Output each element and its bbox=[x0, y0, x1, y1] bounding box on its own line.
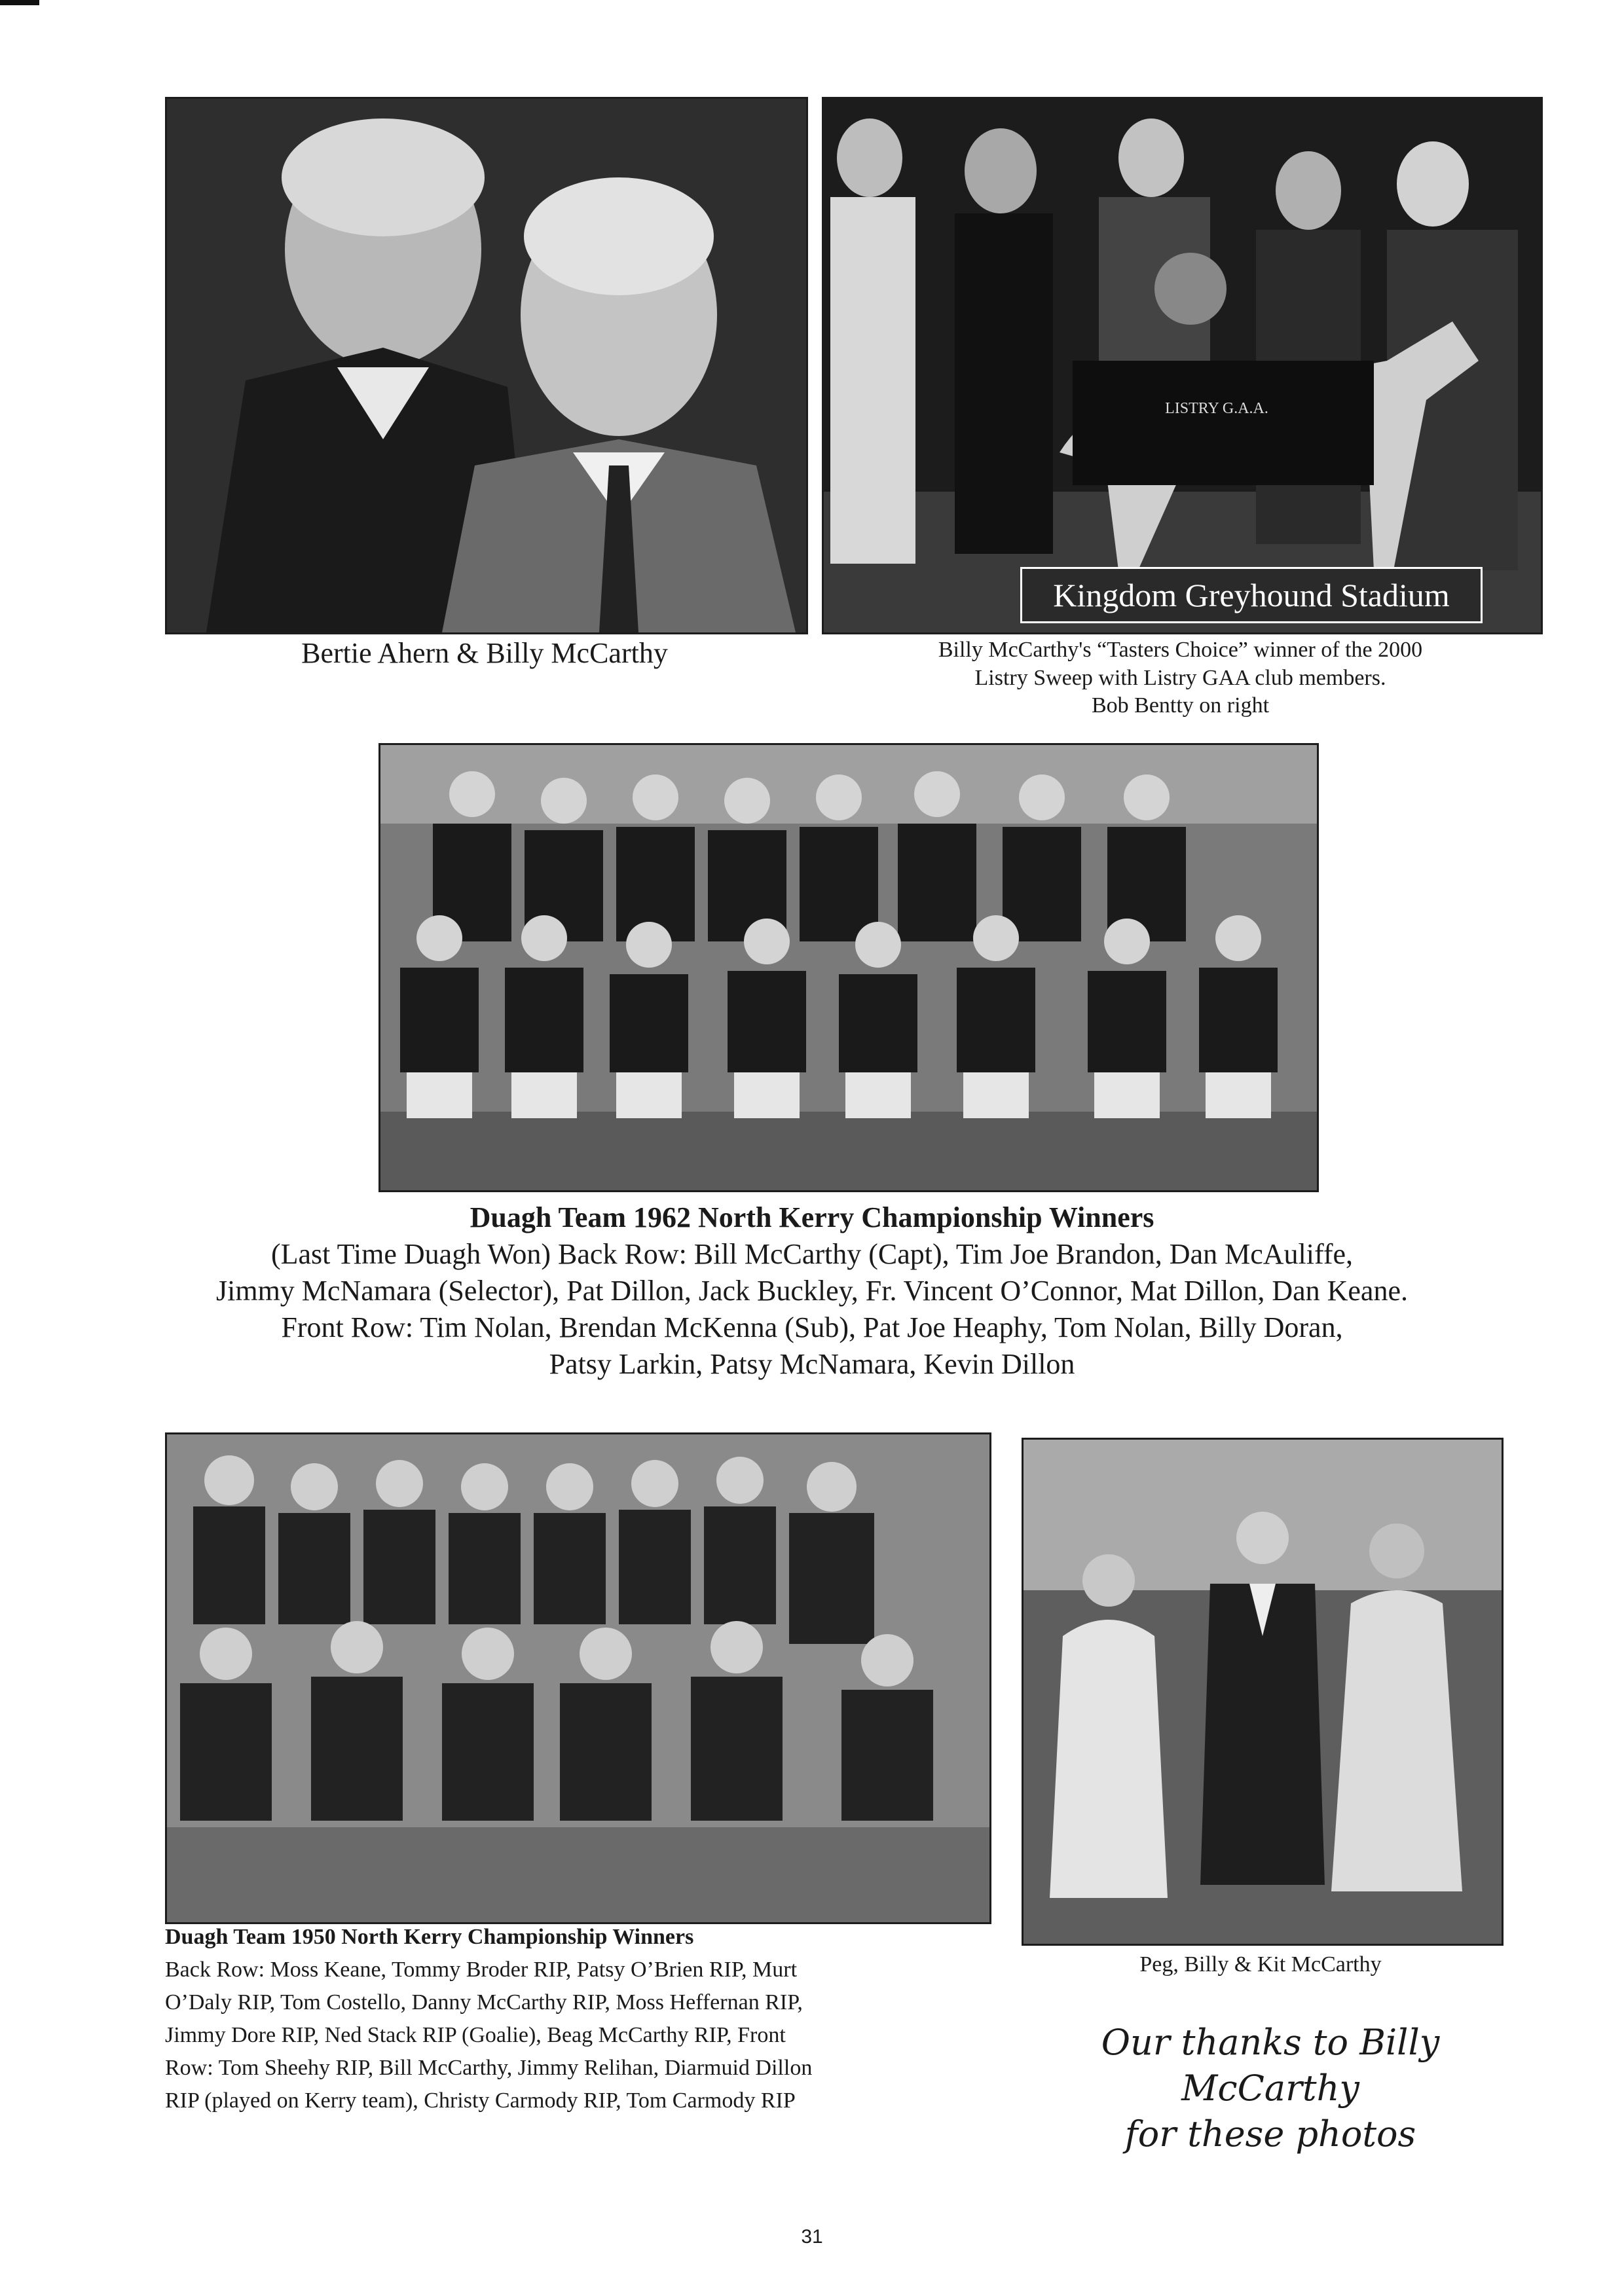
thanks-note bbox=[1022, 2020, 1519, 2158]
team-1950-caption-line2: O’Daly RIP, Tom Costello, Danny McCarthy RIP, Moss Heffernan RIP, bbox=[165, 1990, 803, 2014]
photo-greyhound-caption bbox=[822, 636, 1539, 720]
photo-ahern-mccarthy-graphic bbox=[167, 99, 806, 632]
team-1962-caption-line2: Jimmy McNamara (Selector), Pat Dillon, Jack Buckley, Fr. Vincent O’Connor, Mat Dillon, Dan Keane. bbox=[216, 1274, 1408, 1307]
photo-team-1962-graphic bbox=[380, 745, 1317, 1190]
team-1962-caption bbox=[92, 1199, 1532, 1382]
greyhound-coat-text: LISTRY G.A.A. bbox=[1165, 400, 1268, 417]
team-1962-title: Duagh Team 1962 North Kerry Championship Winners bbox=[470, 1201, 1154, 1233]
photo-peg-billy-kit-graphic bbox=[1024, 1440, 1502, 1944]
scan-corner-mark bbox=[0, 0, 39, 5]
team-1950-caption-line1: Back Row: Moss Keane, Tommy Broder RIP, Patsy O’Brien RIP, Murt bbox=[165, 1957, 798, 1982]
team-1962-caption-line3: Front Row: Tim Nolan, Brendan McKenna (Sub), Pat Joe Heaphy, Tom Nolan, Billy Doran, bbox=[281, 1311, 1343, 1343]
team-1962-caption-line4: Patsy Larkin, Patsy McNamara, Kevin Dillon bbox=[549, 1347, 1075, 1380]
stadium-banner: Kingdom Greyhound Stadium bbox=[1020, 567, 1483, 623]
photo-peg-billy-kit bbox=[1022, 1438, 1504, 1946]
team-1950-caption-line4: Row: Tom Sheehy RIP, Bill McCarthy, Jimmy Relihan, Diarmuid Dillon bbox=[165, 2055, 813, 2080]
thanks-line1: Our thanks to Billy McCarthy bbox=[1101, 2022, 1440, 2109]
team-1962-caption-line1: (Last Time Duagh Won) Back Row: Bill McCarthy (Capt), Tim Joe Brandon, Dan McAuliffe, bbox=[270, 1237, 1354, 1270]
photo-greyhound-caption-line2: Listry Sweep with Listry GAA club members. bbox=[974, 665, 1386, 690]
team-1950-caption-line3: Jimmy Dore RIP, Ned Stack RIP (Goalie), Beag McCarthy RIP, Front bbox=[165, 2022, 786, 2047]
photo-ahern-mccarthy bbox=[165, 97, 808, 634]
photo-peg-billy-kit-caption: Peg, Billy & Kit McCarthy bbox=[1139, 1952, 1382, 1977]
photo-greyhound-winner bbox=[822, 97, 1543, 634]
team-1950-caption-line5: RIP (played on Kerry team), Christy Carmody RIP, Tom Carmody RIP bbox=[165, 2088, 796, 2113]
team-1950-title: Duagh Team 1950 North Kerry Championship Winners bbox=[165, 1925, 694, 1949]
team-1950-caption bbox=[165, 1921, 987, 2117]
photo-greyhound-caption-line3: Bob Bentty on right bbox=[1091, 693, 1270, 718]
photo-duagh-team-1950 bbox=[165, 1432, 991, 1924]
photo-team-1950-graphic bbox=[167, 1434, 989, 1922]
photo-duagh-team-1962 bbox=[378, 743, 1319, 1192]
photo-ahern-mccarthy-caption: Bertie Ahern & Billy McCarthy bbox=[301, 637, 668, 669]
photo-greyhound-caption-line1: Billy McCarthy's “Tasters Choice” winner of the 2000 bbox=[938, 638, 1423, 662]
thanks-line2: for these photos bbox=[1124, 2113, 1416, 2155]
photo-greyhound-graphic bbox=[824, 99, 1541, 632]
page-number: 31 bbox=[801, 2226, 823, 2248]
